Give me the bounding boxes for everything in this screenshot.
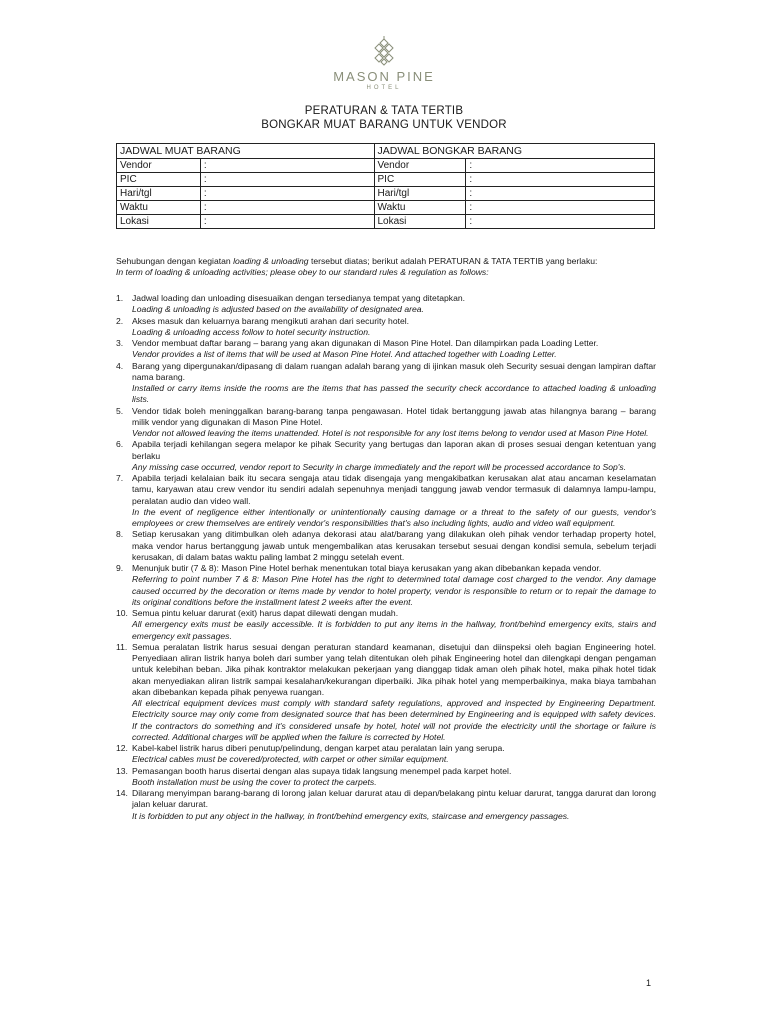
rule-item [116, 529, 656, 563]
field-label: Waktu [117, 201, 201, 215]
field-label: Lokasi [117, 215, 201, 229]
field-label: Vendor [374, 159, 466, 173]
field-label: Hari/tgl [117, 187, 201, 201]
rule-number: 12. [116, 743, 128, 753]
rule-item [116, 788, 656, 822]
rule-text-english: Loading & unloading access follow to hotel security instruction. [132, 326, 371, 337]
rule-number: 8. [116, 529, 124, 540]
rule-text-english: Vendor not allowed leaving the items unattended. Hotel is not responsible for any lost items belong to vendor used at Mason Pine Hotel. [132, 428, 649, 438]
rule-text-english: It is forbidden to put any object in the hallway, in front/behind emergency exits, staircase and emergency passages. [132, 810, 570, 821]
rule-text-english: Referring to point number 7 & 8: Mason Pine Hotel has the right to determined total damage cost charged to the vendor. Any damage caused occurred by the decoration or items made by vendor to hotel property, vendor is responsible to return or to repair the damage to its original conditions before the installment latest 2 weeks after the event. [132, 574, 656, 607]
field-label: Waktu [374, 201, 466, 215]
rule-text-english: Booth installation must be using the cover to protect the carpets. [132, 776, 377, 787]
brand-name: MASON PINE [333, 69, 435, 84]
rule-number: 3. [116, 338, 124, 348]
field-value[interactable]: : [466, 159, 655, 173]
title-line-2: BONGKAR MUAT BARANG UNTUK VENDOR [261, 119, 507, 131]
schedule-table [116, 143, 655, 229]
brand-subtitle: HOTEL [366, 85, 402, 91]
rule-number: 10. [116, 608, 128, 618]
rule-number: 13. [116, 765, 128, 776]
field-value[interactable]: : [200, 201, 374, 215]
rule-number: 1. [116, 293, 124, 303]
field-value[interactable]: : [200, 173, 374, 187]
field-value[interactable]: : [466, 201, 655, 215]
rule-item [116, 293, 656, 316]
rule-text-english: Any missing case occurred, vendor report to Security in charge immediately and the report will be processed accordance to Sop's. [132, 461, 627, 472]
field-label: Lokasi [374, 215, 466, 229]
rule-number: 4. [116, 360, 124, 371]
pinecone-logo-icon [372, 36, 396, 66]
rule-text-indonesian: Barang yang dipergunakan/dipasang di dalam ruangan adalah barang yang di ijinkan masuk oleh Security sesuai dengan lampiran daftar nama barang. [132, 360, 656, 382]
field-label: Vendor [117, 159, 201, 173]
rule-number: 11. [116, 641, 128, 652]
intro-english: In term of loading & unloading activities; please obey to our standard rules & regulation as follows: [116, 267, 489, 277]
rule-number: 14. [116, 788, 128, 798]
field-value[interactable]: : [200, 215, 374, 229]
field-value[interactable]: : [200, 159, 374, 173]
rule-item [116, 439, 656, 473]
rule-text-english: Loading & unloading is adjusted based on the availability of designated area. [132, 304, 424, 315]
rule-text-indonesian: Menunjuk butir (7 & 8): Mason Pine Hotel berhak menentukan total biaya kerusakan yang akan dibebankan kepada vendor. [132, 563, 602, 573]
field-value[interactable]: : [466, 215, 655, 229]
rule-item [116, 563, 656, 608]
intro-indonesian: Sehubungan dengan kegiatan loading & unloading tersebut diatas; berikut adalah PERATURAN & TATA TERTIB yang berlaku: [116, 256, 598, 266]
rule-text-indonesian: Vendor tidak boleh meninggalkan barang-barang tanpa pengawasan. Hotel tidak bertanggung jawab atas hilangnya barang – barang milik vendor yang digunakan di Mason Pine Hotel. [132, 405, 656, 427]
rules-list [116, 293, 656, 822]
hotel-logo [0, 36, 768, 91]
rule-text-english: Vendor provides a list of items that will be used at Mason Pine Hotel. And attached together with Loading Letter. [132, 349, 557, 360]
unloading-schedule-title: JADWAL BONGKAR BARANG [374, 144, 655, 159]
rule-number: 6. [116, 439, 124, 450]
rule-text-indonesian: Akses masuk dan keluarnya barang mengikuti arahan dari security hotel. [132, 315, 410, 326]
rule-text-indonesian: Jadwal loading dan unloading disesuaikan dengan tersedianya tempat yang ditetapkan. [132, 293, 466, 303]
field-value[interactable]: : [200, 187, 374, 201]
rule-text-indonesian: Apabila terjadi kelalaian baik itu secara sengaja atau tidak disengaja yang mengakibatkan kerusakan alat atau ancaman keselamatan tamu, karyawan atau crew vendor itu sendiri adalah sepenuhnya menjadi tanggung jawab vendor termasuk di dalamnya lampu-lampu, peralatan audio dan video wall. [132, 473, 656, 506]
rule-item [116, 338, 656, 361]
loading-schedule-title: JADWAL MUAT BARANG [117, 144, 375, 159]
rule-text-english: All electrical equipment devices must comply with standard safety regulations, approved and inspected by Engineering Department. Electricity source may only come from designated source that has been determined by Engineering and is equipped with safety devices. If the contractors do something and it's considered unsafe by hotel, hotel will not provide the electricity until the shortage or failure is corrected. Additional charges will be applied when the failure is corrected by Hotel. [132, 698, 656, 742]
intro-paragraph [116, 256, 656, 278]
rule-item [116, 608, 656, 642]
rule-text-english: Electrical cables must be covered/protected, with carpet or other similar equipment. [132, 754, 449, 765]
rule-item [116, 743, 656, 766]
field-label: PIC [117, 173, 201, 187]
page-number: 1 [646, 978, 652, 988]
field-label: Hari/tgl [374, 187, 466, 201]
rule-text-english: In the event of negligence either intentionally or unintentionally causing damage or a threat to the safety of our guests, vendor's employees or crew themselves are entirely vendor's responsibilities that's also including lights, audio and video wall equipment. [132, 506, 656, 528]
rule-item [116, 406, 656, 440]
field-label: PIC [374, 173, 466, 187]
rule-item [116, 642, 656, 743]
rule-item [116, 361, 656, 406]
rule-text-indonesian: Dilarang menyimpan barang-barang di lorong jalan keluar darurat atau di depan/belakang pintu keluar darurat, tangga darurat dan lorong jalan keluar darurat. [132, 788, 656, 810]
rule-text-indonesian: Kabel-kabel listrik harus diberi penutup/pelindung, dengan karpet atau peralatan lain yang serupa. [132, 743, 505, 753]
document-title [0, 104, 768, 132]
rule-text-indonesian: Semua pintu keluar darurat (exit) harus dapat dilewati dengan mudah. [132, 608, 399, 618]
rule-item [116, 316, 656, 339]
field-value[interactable]: : [466, 187, 655, 201]
rule-text-indonesian: Setiap kerusakan yang ditimbulkan oleh adanya dekorasi atau alat/barang yang dilakukan oleh pihak vendor terhadap property hotel, maka vendor harus bertanggung jawab untuk mengembalikan atas kerusakan tersebut sesuai dengan kondisi semula, sebelum terjadi kerusakan, di dalam batas waktu paling lambat 2 minggu setelah event. [132, 529, 656, 562]
rule-item [116, 766, 656, 789]
field-value[interactable]: : [466, 173, 655, 187]
rule-text-english: Installed or carry items inside the rooms are the items that has passed the security check accordance to attached loading & unloading lists. [132, 383, 656, 405]
rule-text-indonesian: Pemasangan booth harus disertai dengan alas supaya tidak langsung menempel pada karpet hotel. [132, 765, 512, 776]
rule-number: 9. [116, 563, 124, 573]
title-line-1: PERATURAN & TATA TERTIB [304, 105, 464, 117]
rule-number: 7. [116, 473, 124, 483]
rule-text-indonesian: Vendor membuat daftar barang – barang yang akan digunakan di Mason Pine Hotel. Dan dilampirkan pada Loading Letter. [132, 338, 599, 348]
rule-number: 5. [116, 405, 124, 416]
rule-text-english: All emergency exits must be easily accessible. It is forbidden to put any items in the hallway, front/behind emergency exits, stairs and emergency exit passages. [132, 619, 656, 641]
rule-item [116, 473, 656, 529]
rule-number: 2. [116, 315, 124, 326]
rule-text-indonesian: Semua peralatan listrik harus sesuai dengan peraturan standard keamanan, disetujui dan diinspeksi oleh bagian Engineering hotel. Penyediaan aliran listrik hanya boleh dari sumber yang telah ditentukan oleh pihak Engineering hotel dan dilengkapi dengan pengaman untuk kelebihan beban. Jika pihak kontraktor melakukan pekerjaan yang dianggap tidak aman oleh pihak hotel, maka pihak hotel tidak akan menyediakan aliran listrik sampai kesalahan/kekurangan diperbaiki. Jika pihak hotel yang memperbaikinya, maka biaya tambahan akan dibebankan kepada pihak penyewa ruangan. [132, 641, 656, 697]
rule-text-indonesian: Apabila terjadi kehilangan segera melapor ke pihak Security yang bertugas dan laporan akan di proses sesuai dengan ketentuan yang berlaku [132, 439, 656, 461]
